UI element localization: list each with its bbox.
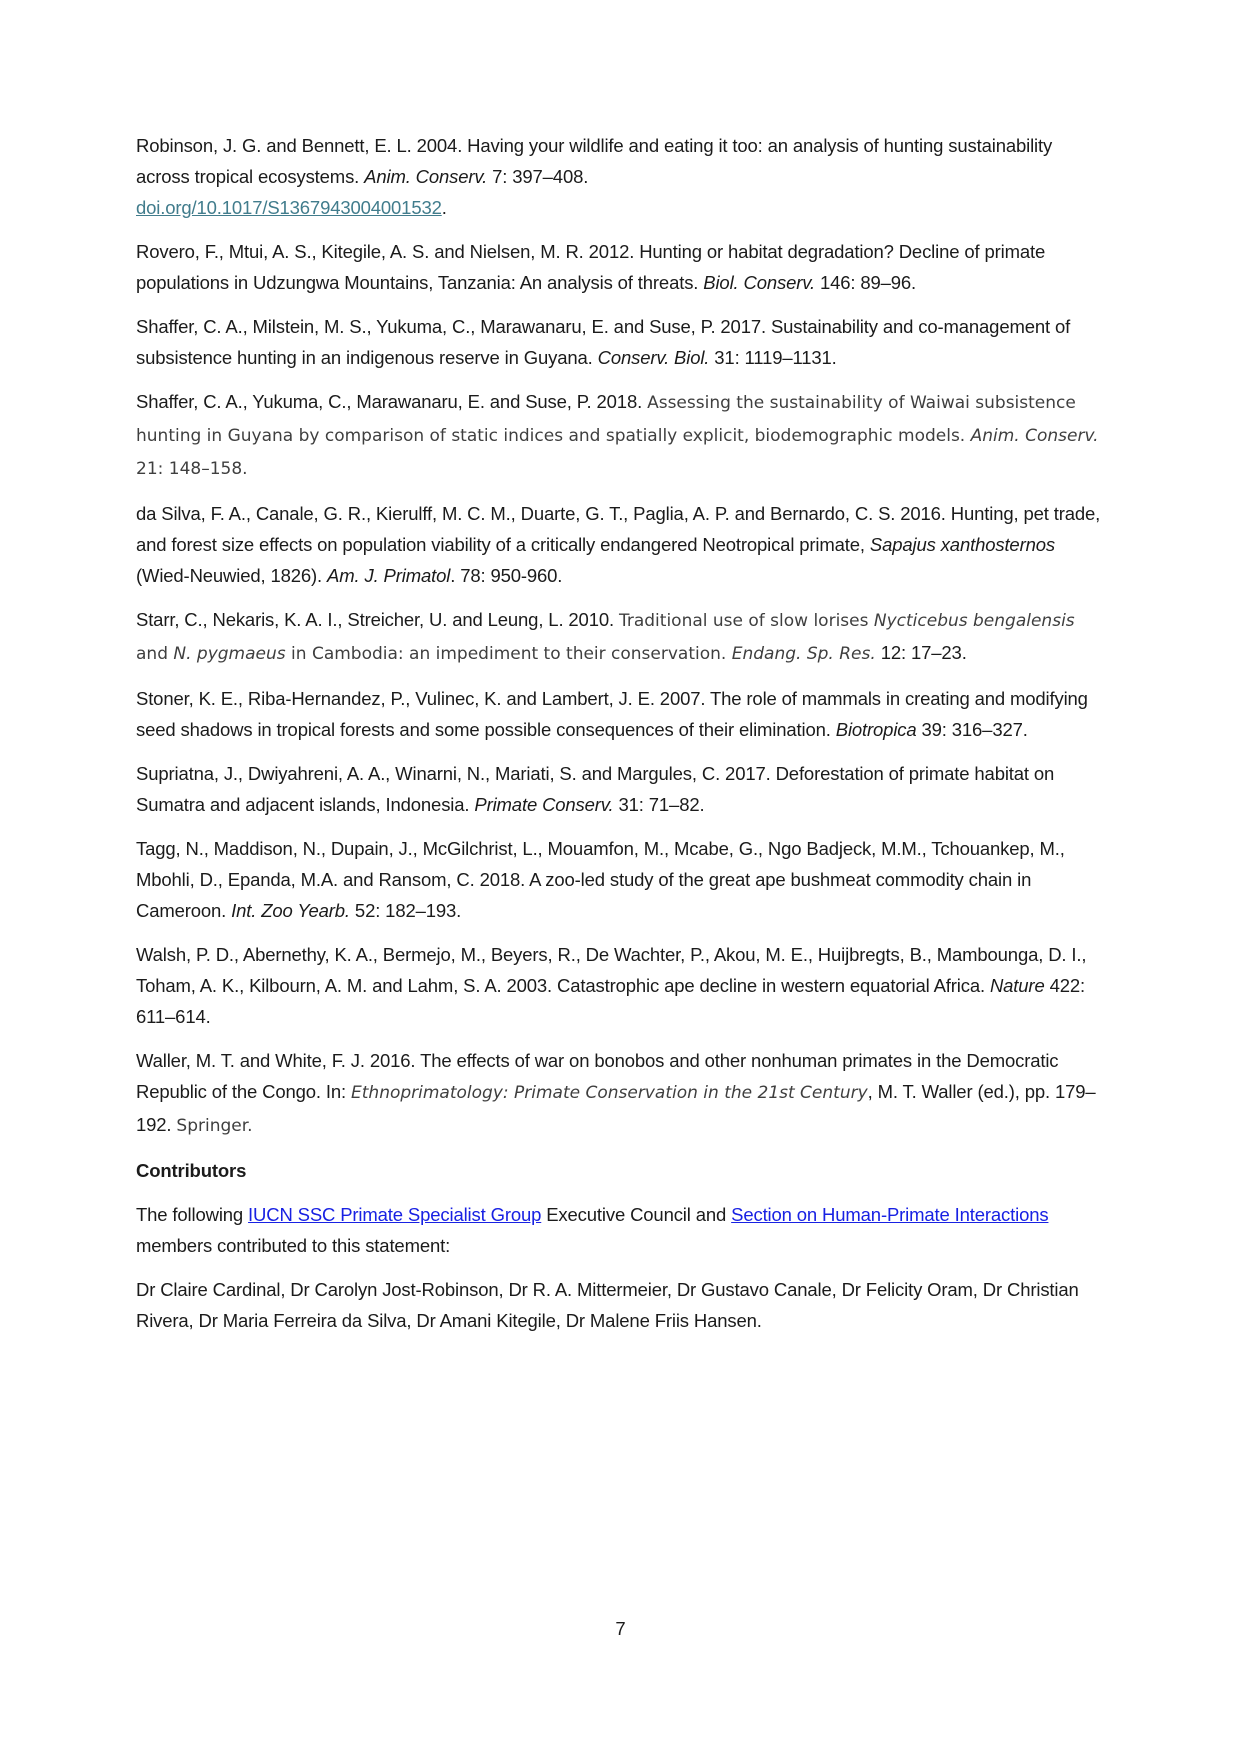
references-list	[136, 130, 1104, 1142]
reference-item	[136, 311, 1104, 373]
italic-text: Am. J. Primatol	[327, 565, 451, 586]
text-segment: . 78: 950-960.	[450, 565, 563, 586]
contributors-names	[136, 1274, 1104, 1336]
page-number: 7	[615, 1618, 626, 1639]
text-segment: Stoner, K. E., Riba-Hernandez, P., Vulinec, K. and Lambert, J. E. 2007. The role of mammals in creating and modifying seed shadows in tropical forests and some possible consequences of their elimination.	[136, 688, 1088, 740]
page-content	[136, 130, 1104, 1349]
reference-item	[136, 1045, 1104, 1142]
text-segment: 12: 17–23.	[875, 642, 967, 663]
text-segment: Executive Council and	[541, 1204, 732, 1225]
text-segment: 31: 1119–1131.	[709, 347, 837, 368]
text-segment: 146: 89–96.	[814, 272, 917, 293]
text-segment: , M. T. Waller (ed.), pp. 179–192.	[136, 1081, 1096, 1135]
text-segment: .	[441, 197, 447, 218]
text-segment: da Silva, F. A., Canale, G. R., Kierulff, M. C. M., Duarte, G. T., Paglia, A. P. and Bernardo, C. S. 2016. Hunting, pet trade, and forest size effects on population viability of a critically endangered Neotropical primate,	[136, 503, 1101, 555]
text-segment: in Cambodia: an impediment to their conservation.	[285, 644, 732, 664]
italic-text: N. pygmaeus	[173, 644, 286, 664]
text-segment: Robinson, J. G. and Bennett, E. L. 2004. Having your wildlife and eating it too: an analysis of hunting sustainability across tropical ecosystems.	[136, 135, 1053, 187]
text-segment: members contributed to this statement:	[136, 1235, 451, 1256]
text-segment: Dr Claire Cardinal, Dr Carolyn Jost-Robinson, Dr R. A. Mittermeier, Dr Gustavo Canale, Dr Felicity Oram, Dr Christian Rivera, Dr Maria Ferreira da Silva, Dr Amani Kitegile, Dr Malene Friis Hansen.	[136, 1279, 1079, 1331]
text-segment: (Wied-Neuwied, 1826).	[136, 565, 328, 586]
text-segment: and	[136, 644, 174, 664]
reference-item	[136, 386, 1104, 485]
italic-text: Endang. Sp. Res.	[731, 644, 876, 664]
text-segment: 52: 182–193.	[349, 900, 462, 921]
text-segment: Shaffer, C. A., Yukuma, C., Marawanaru, E. and Suse, P. 2018.	[136, 391, 648, 412]
reference-item	[136, 498, 1104, 591]
text-segment: The following	[136, 1204, 249, 1225]
text-segment: 21: 148–158.	[136, 459, 248, 479]
text-segment: Waller, M. T. and White, F. J. 2016. The effects of war on bonobos and other nonhuman primates in the Democratic Republic of the Congo. In:	[136, 1050, 1059, 1102]
text-segment: Tagg, N., Maddison, N., Dupain, J., McGilchrist, L., Mouamfon, M., Mcabe, G., Ngo Badjeck, M.M., Tchouankep, M., Mbohli, D., Epanda, M.A. and Ransom, C. 2018. A zoo-led study of the great ape bushmeat commodity chain in Cameroon.	[136, 838, 1065, 921]
text-segment: 7: 397–408.	[487, 166, 589, 187]
text-segment: 39: 316–327.	[916, 719, 1028, 740]
italic-text: Nycticebus bengalensis	[873, 611, 1075, 631]
text-segment: 31: 71–82.	[613, 794, 705, 815]
section-on-human-primate-interactions-link[interactable]: Section on Human-Primate Interactions	[731, 1204, 1049, 1225]
contributors-heading: Contributors	[136, 1160, 247, 1181]
reference-item	[136, 236, 1104, 298]
italic-text: Int. Zoo Yearb.	[231, 900, 350, 921]
doi-link[interactable]: doi.org/10.1017/S1367943004001532	[136, 197, 442, 218]
reference-item	[136, 939, 1104, 1032]
reference-item	[136, 683, 1104, 745]
italic-text: Anim. Conserv.	[970, 426, 1099, 446]
text-segment: Rovero, F., Mtui, A. S., Kitegile, A. S. and Nielsen, M. R. 2012. Hunting or habitat degradation? Decline of primate populations in Udzungwa Mountains, Tanzania: An analysis of threats.	[136, 241, 1046, 293]
reference-item	[136, 833, 1104, 926]
italic-text: Anim. Conserv.	[364, 166, 488, 187]
italic-text: Sapajus xanthosternos	[869, 534, 1055, 555]
italic-text: Biol. Conserv.	[703, 272, 815, 293]
reference-item	[136, 758, 1104, 820]
italic-text: Ethnoprimatology: Primate Conservation in the 21st Century	[351, 1083, 868, 1103]
italic-text: Primate Conserv.	[474, 794, 614, 815]
reference-item	[136, 604, 1104, 670]
text-segment: Springer.	[176, 1116, 253, 1136]
text-segment: Assessing the sustainability of Waiwai subsistence hunting in Guyana by comparison of static indices and spatially explicit, biodemographic models.	[136, 393, 1076, 446]
italic-text: Conserv. Biol.	[597, 347, 710, 368]
reference-item	[136, 130, 1104, 223]
text-segment: Walsh, P. D., Abernethy, K. A., Bermejo, M., Beyers, R., De Wachter, P., Akou, M. E., Huijbregts, B., Mambounga, D. I., Toham, A. K., Kilbourn, A. M. and Lahm, S. A. 2003. Catastrophic ape decline in western equatorial Africa.	[136, 944, 1087, 996]
contributors-intro	[136, 1199, 1104, 1261]
iucn-ssc-primate-specialist-group-link[interactable]: IUCN SSC Primate Specialist Group	[248, 1204, 542, 1225]
text-segment: Starr, C., Nekaris, K. A. I., Streicher, U. and Leung, L. 2010.	[136, 609, 619, 630]
text-segment: Traditional use of slow lorises	[618, 611, 874, 631]
italic-text: Biotropica	[835, 719, 917, 740]
text-segment: 422: 611–614.	[136, 975, 1085, 1027]
italic-text: Nature	[989, 975, 1045, 996]
text-segment: Supriatna, J., Dwiyahreni, A. A., Winarni, N., Mariati, S. and Margules, C. 2017. Deforestation of primate habitat on Sumatra and adjacent islands, Indonesia.	[136, 763, 1055, 815]
text-segment: Shaffer, C. A., Milstein, M. S., Yukuma, C., Marawanaru, E. and Suse, P. 2017. Sustainability and co-management of subsistence hunting in an indigenous reserve in Guyana.	[136, 316, 1071, 368]
